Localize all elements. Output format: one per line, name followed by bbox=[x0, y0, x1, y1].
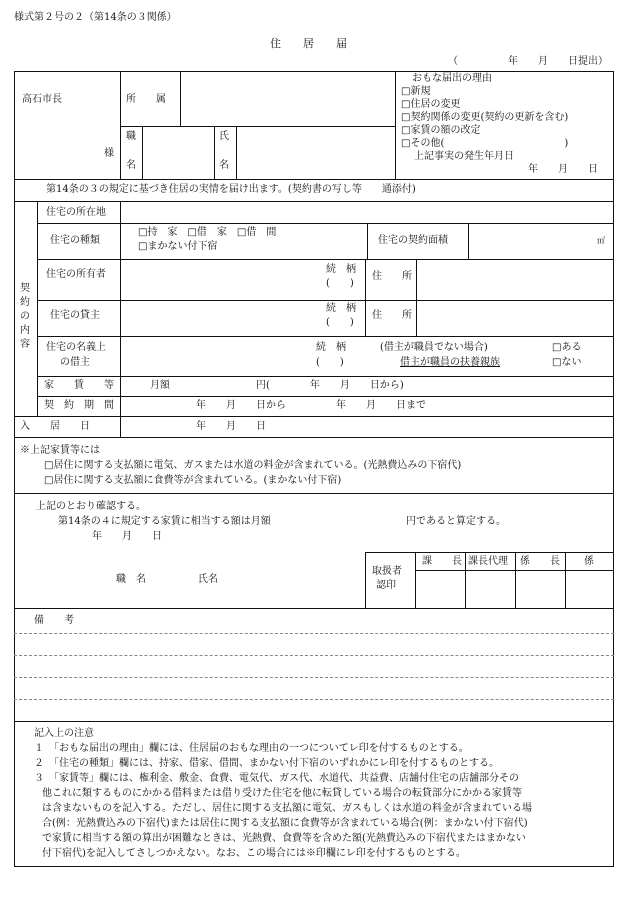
rent-note-meals[interactable]: □居住に関する支払額に食費等が含まれている。(まかない付下宿) bbox=[44, 475, 342, 486]
stamp-header-chief: 課 長 bbox=[422, 556, 462, 567]
owner-relation: 続 柄 bbox=[326, 264, 356, 275]
page-title: 住 居 届 bbox=[270, 37, 347, 50]
contract-section-label: 契 約 の 内 容 bbox=[20, 283, 30, 350]
job-label-2: 名 bbox=[126, 160, 136, 171]
occurrence-label: 上記事実の発生年月日 bbox=[414, 151, 514, 162]
instruction-3-cont-3: 合(例：光熱費込みの下宿代)または居住に関する支払額に食費等が含まれている場合(例：まかない付下宿代) bbox=[42, 818, 528, 829]
rent-monthly-label: 月額 bbox=[150, 380, 170, 391]
nominal-relation-paren: ( ) bbox=[316, 357, 344, 368]
move-in-label: 入 居 日 bbox=[20, 421, 90, 432]
instruction-3-cont-4: で家賃に相当する額の算出が困難なときは、光熱費、食費等を含めた額(光熱費込みの下宿代またはまかない bbox=[42, 833, 526, 844]
confirmation-line2b: 円であると算定する。 bbox=[406, 516, 506, 527]
lender-relation: 続 柄 bbox=[326, 303, 356, 314]
area-unit: ㎡ bbox=[597, 236, 605, 245]
reason-rent[interactable]: □家賃の額の改定 bbox=[401, 125, 481, 136]
name-label-1: 氏 bbox=[219, 131, 229, 142]
instructions-title: 記入上の注意 bbox=[34, 728, 94, 739]
reason-other[interactable]: □その他( ) bbox=[401, 138, 569, 149]
nominal-no[interactable]: □ない bbox=[552, 357, 582, 368]
instruction-3-cont-5: 付下宿代)を記入してさしつかえない。なお、この場合には※印欄にレ印を付するものとする。 bbox=[42, 848, 466, 859]
stamp-header-staff: 係 bbox=[584, 556, 594, 567]
location-label: 住宅の所在地 bbox=[46, 207, 106, 218]
lender-address-label: 住 所 bbox=[372, 310, 412, 321]
confirmation-line1: 上記のとおり確認する。 bbox=[36, 501, 146, 512]
addressee-honorific: 様 bbox=[104, 148, 114, 159]
job-title-label: 職 名 bbox=[116, 574, 146, 585]
confirmation-date: 年 月 日 bbox=[92, 531, 162, 542]
owner-relation-paren: ( ) bbox=[326, 278, 354, 289]
area-label: 住宅の契約面積 bbox=[378, 235, 448, 246]
rent-note-title: ※上記家賃等には bbox=[20, 445, 100, 456]
reasons-title: おもな届出の理由 bbox=[412, 73, 492, 84]
instruction-2: ２ 「住宅の種類」欄には、持家、借家、借間、まかない付下宿のいずれかにレ印を付するものとする。 bbox=[34, 758, 499, 769]
name-label: 氏名 bbox=[198, 574, 218, 585]
addressee: 高石市長 bbox=[22, 94, 62, 105]
nominal-label-2: の借主 bbox=[60, 357, 90, 368]
reason-new[interactable]: □新規 bbox=[401, 86, 431, 97]
handler-label-1: 取扱者 bbox=[372, 566, 402, 577]
type-label: 住宅の種類 bbox=[50, 235, 100, 246]
handler-label-2: 認印 bbox=[376, 580, 396, 591]
job-label-1: 職 bbox=[126, 131, 136, 142]
reason-contract[interactable]: □契約関係の変更(契約の更新を含む) bbox=[401, 112, 569, 123]
nominal-condition: (借主が職員でない場合) bbox=[380, 342, 488, 353]
stamp-header-deputy: 課長代理 bbox=[468, 556, 508, 567]
owner-address-label: 住 所 bbox=[372, 271, 412, 282]
period-value: 年 月 日から 年 月 日まで bbox=[196, 400, 426, 411]
nominal-question: 借主が職員の扶養親族 bbox=[400, 357, 500, 368]
remarks-label: 備 考 bbox=[34, 615, 74, 626]
owner-label: 住宅の所有者 bbox=[46, 269, 106, 280]
nominal-label-1: 住宅の名義上 bbox=[46, 342, 106, 353]
submission-date: （ 年 月 日提出） bbox=[448, 56, 608, 67]
name-label-2: 名 bbox=[219, 160, 229, 171]
rent-label: 家 賃 等 bbox=[44, 380, 114, 391]
type-options-1[interactable]: □持 家 □借 家 □借 間 bbox=[138, 227, 277, 238]
declaration: 第14条の３の規定に基づき住居の実情を届け出ます。(契約書の写し等 通添付) bbox=[46, 184, 416, 195]
lender-relation-paren: ( ) bbox=[326, 317, 354, 328]
stamp-header-subchief: 係 長 bbox=[520, 556, 560, 567]
affiliation-label: 所 属 bbox=[126, 94, 166, 105]
instruction-3-cont-2: は含まないものを記入する。ただし、居住に関する支払額に電気、ガスもしくは水道の料金が含まれている場 bbox=[42, 803, 532, 814]
type-options-2[interactable]: □まかない付下宿 bbox=[138, 241, 218, 252]
instruction-3: ３ 「家賃等」欄には、権利金、敷金、食費、電気代、ガス代、水道代、共益費、店舗付住宅の店舗部分その bbox=[34, 773, 519, 784]
period-label: 契 約 期 間 bbox=[44, 400, 114, 411]
occurrence-date: 年 月 日 bbox=[528, 164, 598, 175]
reason-move[interactable]: □住居の変更 bbox=[401, 99, 461, 110]
form-number: 様式第２号の２（第14条の３関係） bbox=[14, 12, 177, 23]
nominal-relation: 続 柄 bbox=[316, 342, 346, 353]
instruction-3-cont-1: 他これに類するものにかかる借料または借り受けた住宅を他に転貸している場合の転貸部分にかかる家賃等 bbox=[42, 788, 522, 799]
rent-note-utilities[interactable]: □居住に関する支払額に電気、ガスまたは水道の料金が含まれている。(光熱費込みの下宿代) bbox=[44, 460, 462, 471]
confirmation-line2: 第14条の４に規定する家賃に相当する額は月額 bbox=[58, 516, 271, 527]
lender-label: 住宅の貸主 bbox=[50, 310, 100, 321]
rent-value: 円( 年 月 日から) bbox=[256, 380, 404, 391]
instruction-1: １ 「おもな届出の理由」欄には、住居届のおもな理由の一つについてレ印を付するものとする。 bbox=[34, 743, 469, 754]
move-in-date: 年 月 日 bbox=[196, 421, 266, 432]
nominal-yes[interactable]: □ある bbox=[552, 342, 582, 353]
